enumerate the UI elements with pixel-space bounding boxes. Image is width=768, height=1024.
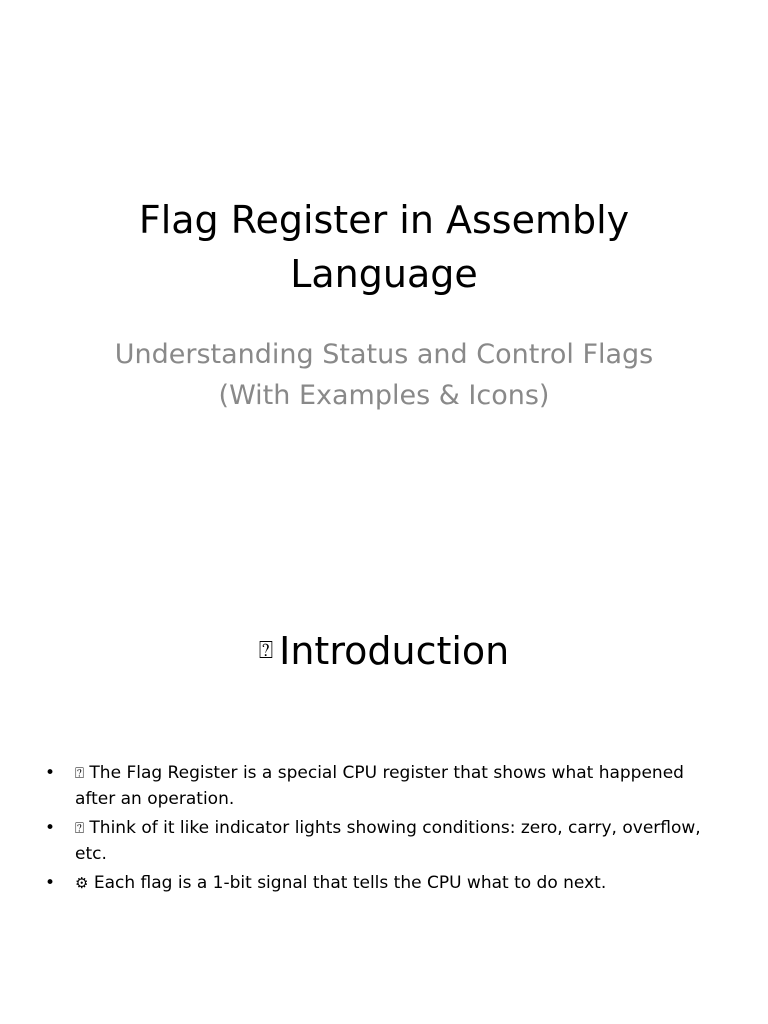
intro-slide [0, 576, 768, 1024]
section-heading-text: Introduction [279, 629, 510, 673]
list-item [0, 870, 768, 896]
bullet-list [0, 760, 768, 899]
missing-glyph-icon: ⍰ [75, 764, 85, 782]
list-item-text: Each flag is a 1-bit signal that tells the CPU what to do next. [93, 873, 607, 893]
bullet-marker: • [45, 818, 56, 838]
missing-glyph-icon: ⍰ [75, 819, 85, 837]
bullet-marker: • [45, 873, 56, 893]
gear-icon: ⚙ [75, 874, 89, 892]
list-item-text: Think of it like indicator lights showing conditions: zero, carry, overflow, etc. [75, 818, 701, 864]
missing-glyph-icon: ⍰ [258, 635, 274, 664]
list-item-text: The Flag Register is a special CPU register that shows what happened after an operation. [75, 763, 684, 809]
list-item [0, 760, 768, 812]
bullet-marker: • [45, 763, 56, 783]
slide-subtitle: Understanding Status and Control Flags (With Examples & Icons) [114, 339, 654, 411]
list-item [0, 815, 768, 867]
slide-title: Flag Register in Assembly Language [138, 198, 630, 296]
section-heading [0, 626, 768, 679]
